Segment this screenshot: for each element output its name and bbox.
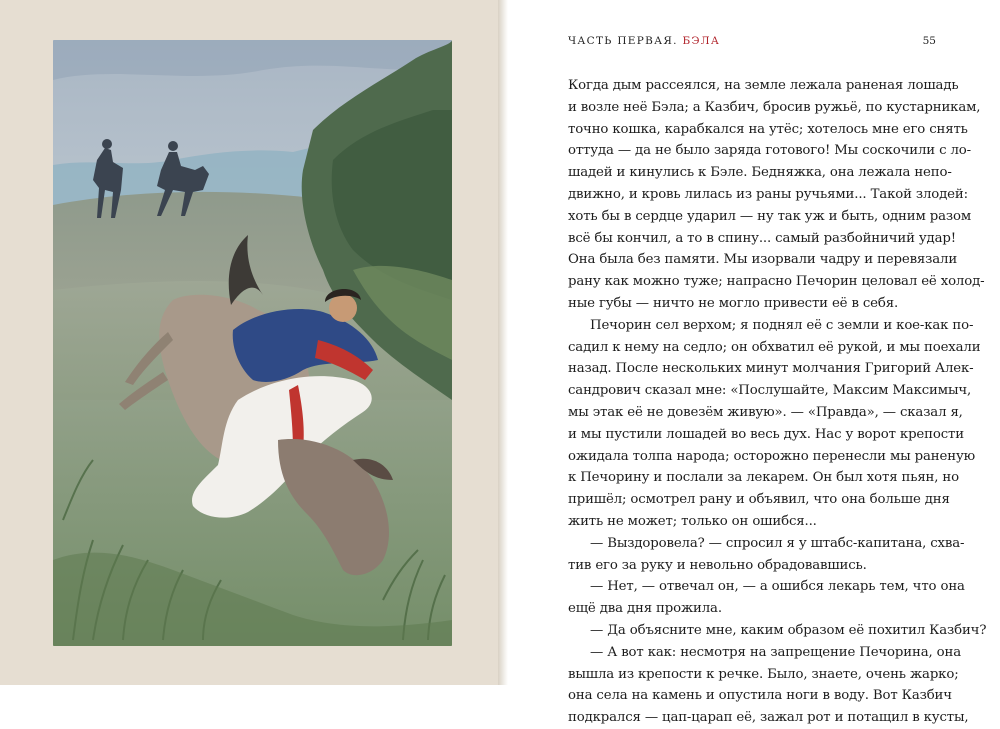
text-line: к Печорину и послали за лекарем. Он был хотя пьян, но — [568, 470, 959, 486]
text-line: назад. После нескольких минут молчания Григорий Алек- — [568, 361, 974, 377]
watercolor-illustration — [53, 40, 452, 646]
text-line: Она была без памяти. Мы изорвали чадру и перевязали — [568, 252, 958, 268]
body-text — [568, 75, 987, 729]
part-title: ЧАСТЬ ПЕРВАЯ. — [568, 35, 678, 47]
page-number: 55 — [922, 35, 936, 47]
text-line: подкрался — цап-царап её, зажал рот и потащил в кусты, — [568, 710, 969, 726]
text-line: мы этак её не довезём живую». — «Правда», — сказал я, — [568, 404, 963, 420]
text-line: ные губы — ничто не могло привести её в себя. — [568, 295, 899, 311]
text-line: — Выздоровела? — спросил я у штабс-капитана, схва- — [590, 535, 965, 551]
text-line: и возле неё Бэла; а Казбич, бросив ружьё, по кустарникам, — [568, 99, 981, 115]
text-line: — Да объясните мне, каким образом её похитил Казбич? — [590, 622, 987, 638]
chapter-title: БЭЛА — [682, 35, 721, 47]
text-line: всё бы кончил, а то в спину... самый разбойничий удар! — [568, 230, 956, 246]
text-line: Печорин сел верхом; я поднял её с земли и кое-как по- — [590, 317, 974, 333]
text-line: рану как можно туже; напрасно Печорин целовал её холод- — [568, 274, 985, 290]
text-line: ещё два дня прожила. — [568, 601, 722, 617]
text-line: тив его за руку и невольно обрадовавшись. — [568, 557, 867, 573]
text-line: точно кошка, карабкался на утёс; хотелось мне его снять — [568, 121, 968, 137]
text-line: — Нет, — отвечал он, — а ошибся лекарь тем, что она — [590, 579, 965, 595]
text-line: пришёл; осмотрел рану и объявил, что она больше дня — [568, 492, 950, 508]
text-line: сандрович сказал мне: «Послушайте, Максим Максимыч, — [568, 383, 972, 399]
text-line: оттуда — да не было заряда готового! Мы соскочили с ло- — [568, 143, 971, 159]
illustration-picture — [53, 40, 452, 646]
text-line: садил к нему на седло; он обхватил её рукой, и мы поехали — [568, 339, 981, 355]
text-line: она села на камень и опустила ноги в воду. Вот Казбич — [568, 688, 952, 704]
text-line: хоть бы в сердце ударил — ну так уж и быть, одним разом — [568, 208, 972, 224]
text-line: — А вот как: несмотря на запрещение Печорина, она — [590, 644, 961, 660]
text-line: шадей и кинулись к Бэле. Бедняжка, она лежала непо- — [568, 165, 952, 181]
text-line: ожидала толпа народа; осторожно перенесли мы раненую — [568, 448, 976, 464]
text-line: движно, и кровь лилась из раны ручьями... Такой злодей: — [568, 186, 968, 202]
book-gutter — [498, 0, 508, 685]
running-head — [568, 35, 936, 53]
text-page — [508, 0, 1000, 726]
text-line: и мы пустили лошадей во весь дух. Нас у ворот крепости — [568, 426, 964, 442]
text-line: Когда дым рассеялся, на земле лежала раненая лошадь — [568, 78, 959, 93]
text-line: вышла из крепости к речке. Было, знаете, очень жарко; — [568, 666, 959, 682]
illustration-page — [0, 0, 498, 685]
text-line: жить не может; только он ошибся... — [568, 513, 817, 529]
